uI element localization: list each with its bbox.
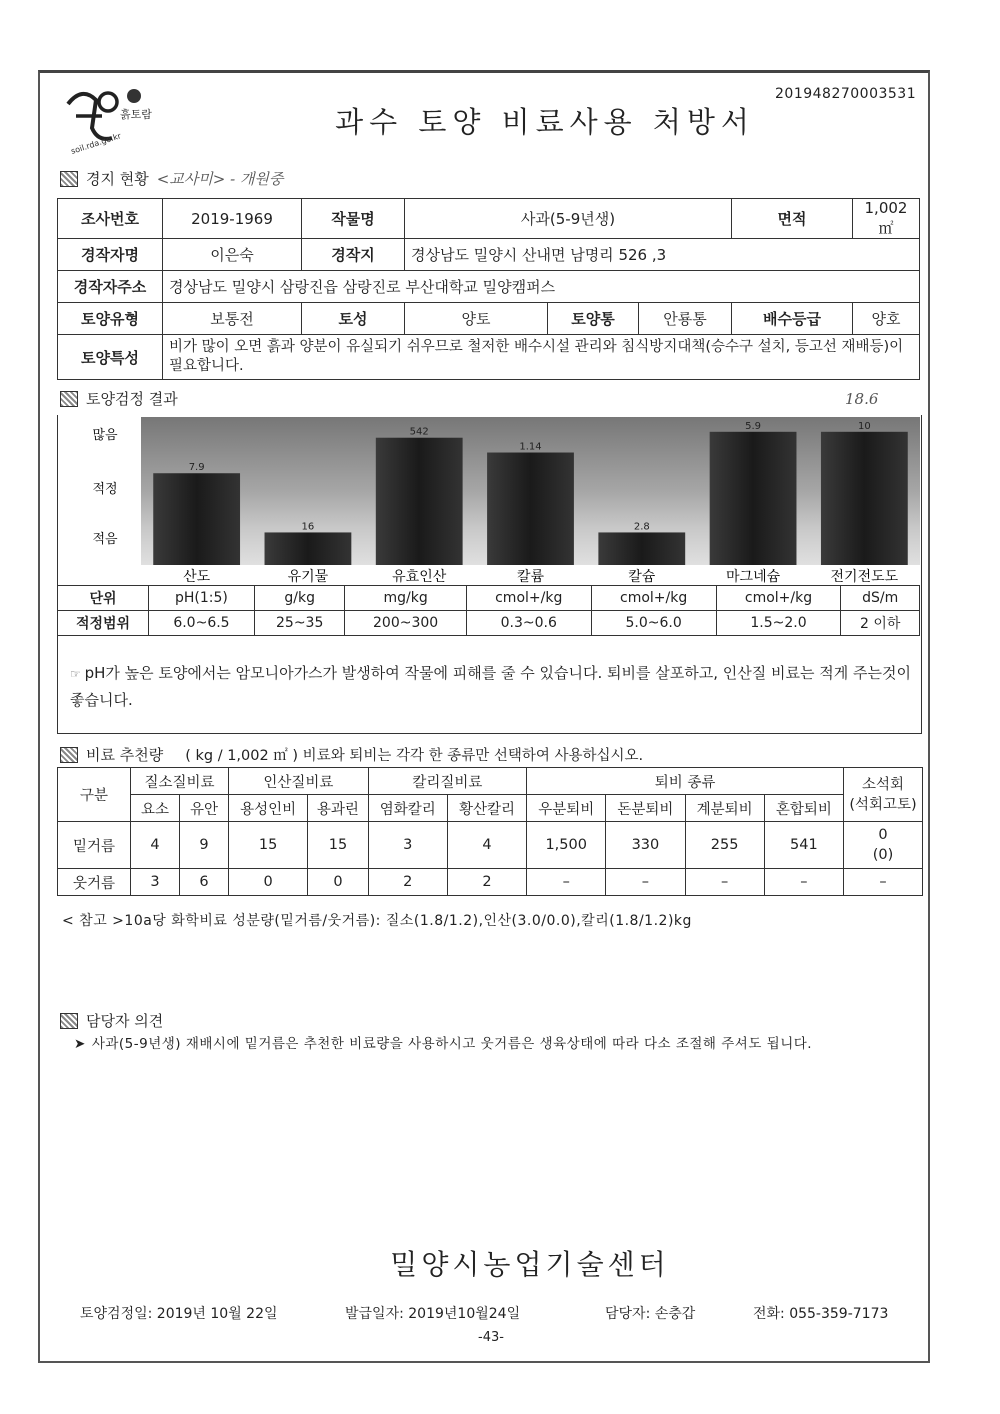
base-cell: 3 xyxy=(368,822,447,869)
section-title: 토양검정 결과 xyxy=(86,390,178,408)
top-cell: – xyxy=(606,869,685,896)
section-field-status xyxy=(60,168,283,189)
section-icon xyxy=(60,391,78,407)
note-text: pH가 높은 토양에서는 암모니아가스가 발생하여 작물에 피해를 줄 수 있습니다. 퇴비를 살포하고, 인산질 비료는 적게 주는것이 좋습니다. xyxy=(70,664,911,709)
bar-1 xyxy=(265,532,352,565)
crop-label: 작물명 xyxy=(302,199,405,239)
base-lime-cell xyxy=(844,822,923,869)
soil-test-chart xyxy=(57,417,920,585)
base-label: 밑거름 xyxy=(58,822,131,869)
base-lime-1: 0 xyxy=(878,827,888,843)
survey-no: 2019-1969 xyxy=(163,199,302,239)
unit-cell: g/kg xyxy=(254,586,345,611)
range-cell: 200~300 xyxy=(345,611,466,636)
bar-value-label: 1.14 xyxy=(519,441,542,453)
opinion-text: 사과(5-9년생) 재배시에 밑거름은 추천한 비료량을 사용하시고 웃거름은 생육상태에 따라 다소 조절해 주셔도 됩니다. xyxy=(91,1036,813,1052)
range-cell: 1.5~2.0 xyxy=(716,611,841,636)
top-cell: 0 xyxy=(308,869,368,896)
section-fertilizer xyxy=(60,744,643,765)
bar-value-label: 7.9 xyxy=(188,462,205,474)
logo-text: 흙토람 xyxy=(120,108,152,121)
level-label: 적정 xyxy=(92,482,118,497)
range-cell: 2 이하 xyxy=(841,611,920,636)
series-value: 안룡통 xyxy=(639,303,732,335)
category-label: 산도 xyxy=(183,569,211,585)
range-label: 적정범위 xyxy=(58,611,149,636)
category-label: 전기전도도 xyxy=(830,569,899,585)
top-cell: 6 xyxy=(180,869,229,896)
col-header: 혼합퇴비 xyxy=(764,795,843,822)
section-subtitle: ( kg / 1,002 ㎡ ) 비료와 퇴비는 각각 한 종류만 선택하여 사용하십시오. xyxy=(185,748,644,764)
col-header: 우분퇴비 xyxy=(527,795,606,822)
drainage-label: 배수등급 xyxy=(732,303,853,335)
section-icon xyxy=(60,1013,78,1029)
fertilizer-table xyxy=(57,767,923,896)
section-opinion xyxy=(60,1010,163,1031)
unit-cell: cmol+/kg xyxy=(591,586,716,611)
test-date: 토양검정일: 2019년 10월 22일 xyxy=(80,1306,278,1322)
page-number: -43- xyxy=(478,1330,504,1345)
logo-url: soil.rda.go.kr xyxy=(69,131,123,156)
lime-label-1: 소석회 xyxy=(861,776,905,793)
col-header: 용성인비 xyxy=(229,795,308,822)
field-value: 경상남도 밀양시 산내면 남명리 526 ,3 xyxy=(405,239,920,271)
character-label: 토양특성 xyxy=(58,335,163,380)
n-fert-label: 질소질비료 xyxy=(131,768,229,795)
col-header: 요소 xyxy=(131,795,180,822)
bar-value-label: 10 xyxy=(857,420,871,432)
top-cell: 0 xyxy=(229,869,308,896)
section-icon xyxy=(60,171,78,187)
unit-cell: cmol+/kg xyxy=(716,586,841,611)
top-cell: 3 xyxy=(131,869,180,896)
category-label: 칼슘 xyxy=(628,569,656,585)
category-label: 마그네슘 xyxy=(726,569,781,585)
col-header: 유안 xyxy=(180,795,229,822)
base-cell: 1,500 xyxy=(527,822,606,869)
range-cell: 5.0~6.0 xyxy=(591,611,716,636)
soil-type-value: 보통전 xyxy=(163,303,302,335)
manure-label: 퇴비 종류 xyxy=(527,768,844,795)
bar-value-label: 5.9 xyxy=(745,420,762,432)
bar-3 xyxy=(487,453,574,565)
top-cell: 2 xyxy=(368,869,447,896)
lime-label xyxy=(844,768,923,822)
base-cell: 15 xyxy=(229,822,308,869)
farmer-value: 이은숙 xyxy=(163,239,302,271)
top-lime-cell: – xyxy=(844,869,923,896)
base-cell: 255 xyxy=(685,822,764,869)
field-info-table xyxy=(57,198,920,380)
section-title: 비료 추천량 xyxy=(86,746,164,764)
top-label: 웃거름 xyxy=(58,869,131,896)
base-lime-2: (0) xyxy=(872,847,894,863)
section-title: 경지 현황 xyxy=(86,170,149,188)
field-label: 경작지 xyxy=(302,239,405,271)
handwritten-note: 18.6 xyxy=(845,390,879,408)
crop-value: 사과(5-9년생) xyxy=(405,199,732,239)
unit-cell: pH(1:5) xyxy=(149,586,255,611)
base-cell: 4 xyxy=(447,822,526,869)
bar-value-label: 2.8 xyxy=(633,521,650,533)
col-header: 용과린 xyxy=(308,795,368,822)
bar-value-label: 542 xyxy=(409,426,429,438)
issue-date: 발급일자: 2019년10월24일 xyxy=(345,1306,521,1322)
bar-0 xyxy=(153,473,240,565)
opinion xyxy=(74,1036,914,1053)
soil-type-label: 토양유형 xyxy=(58,303,163,335)
base-cell: 9 xyxy=(180,822,229,869)
bar-4 xyxy=(598,532,685,565)
unit-label: 단위 xyxy=(58,586,149,611)
unit-cell: dS/m xyxy=(841,586,920,611)
address-label: 경작자주소 xyxy=(58,271,163,303)
col-header: 돈분퇴비 xyxy=(606,795,685,822)
section-soil-test xyxy=(60,388,879,409)
col-header: 염화칼리 xyxy=(368,795,447,822)
top-cell: – xyxy=(685,869,764,896)
series-label: 토양통 xyxy=(548,303,639,335)
reference-note: < 참고 >10a당 화학비료 성분량(밑거름/웃거름): 질소(1.8/1.2),인산(3.0/0.0),칼리(1.8/1.2)kg xyxy=(62,913,692,929)
lime-label-2: (석회고토) xyxy=(849,796,917,813)
area-label: 면적 xyxy=(732,199,853,239)
arrow-icon: ➤ xyxy=(74,1036,86,1052)
unit-cell: mg/kg xyxy=(345,586,466,611)
pointer-icon: ☞ xyxy=(70,667,85,681)
bar-2 xyxy=(376,438,463,565)
top-cell: – xyxy=(527,869,606,896)
bar-6 xyxy=(821,432,908,565)
col-header: 계분퇴비 xyxy=(685,795,764,822)
range-cell: 0.3~0.6 xyxy=(466,611,591,636)
handwritten-note: <교사미> - 개원중 xyxy=(156,170,284,188)
unit-range-table xyxy=(57,585,920,636)
category-label: 칼륨 xyxy=(516,569,545,585)
texture-label: 토성 xyxy=(302,303,405,335)
level-label: 적음 xyxy=(92,532,118,547)
page-title: 과수 토양 비료사용 처방서 xyxy=(335,105,755,139)
phone: 전화: 055-359-7173 xyxy=(753,1306,889,1322)
range-cell: 6.0~6.5 xyxy=(149,611,255,636)
soil-note xyxy=(70,660,915,713)
k-fert-label: 칼리질비료 xyxy=(368,768,526,795)
bar-value-label: 16 xyxy=(301,521,315,533)
base-cell: 4 xyxy=(131,822,180,869)
p-fert-label: 인산질비료 xyxy=(229,768,369,795)
group-label: 구분 xyxy=(58,768,131,822)
top-cell: 2 xyxy=(447,869,526,896)
range-cell: 25~35 xyxy=(254,611,345,636)
character-value: 비가 많이 오면 흙과 양분이 유실되기 쉬우므로 철저한 배수시설 관리와 침식방지대책(승수구 설치, 등고선 재배등)이 필요합니다. xyxy=(163,335,920,380)
category-label: 유효인산 xyxy=(392,569,447,585)
col-header: 황산칼리 xyxy=(447,795,526,822)
bar-5 xyxy=(710,432,797,565)
issuer-name: 밀양시농업기술센터 xyxy=(390,1248,670,1281)
base-cell: 330 xyxy=(606,822,685,869)
area-value: 1,002㎡ xyxy=(853,199,920,239)
category-label: 유기물 xyxy=(287,569,329,585)
address-value: 경상남도 밀양시 삼랑진읍 삼랑진로 부산대학교 밀양캠퍼스 xyxy=(163,271,920,303)
manager: 담당자: 손충갑 xyxy=(605,1306,696,1322)
section-icon xyxy=(60,747,78,763)
section-title: 담당자 의견 xyxy=(86,1012,164,1030)
level-label: 많음 xyxy=(92,428,118,443)
base-cell: 541 xyxy=(764,822,843,869)
document-id: 201948270003531 xyxy=(775,86,917,102)
unit-cell: cmol+/kg xyxy=(466,586,591,611)
drainage-value: 양호 xyxy=(853,303,920,335)
base-cell: 15 xyxy=(308,822,368,869)
top-cell: – xyxy=(764,869,843,896)
texture-value: 양토 xyxy=(405,303,548,335)
farmer-label: 경작자명 xyxy=(58,239,163,271)
survey-no-label: 조사번호 xyxy=(58,199,163,239)
